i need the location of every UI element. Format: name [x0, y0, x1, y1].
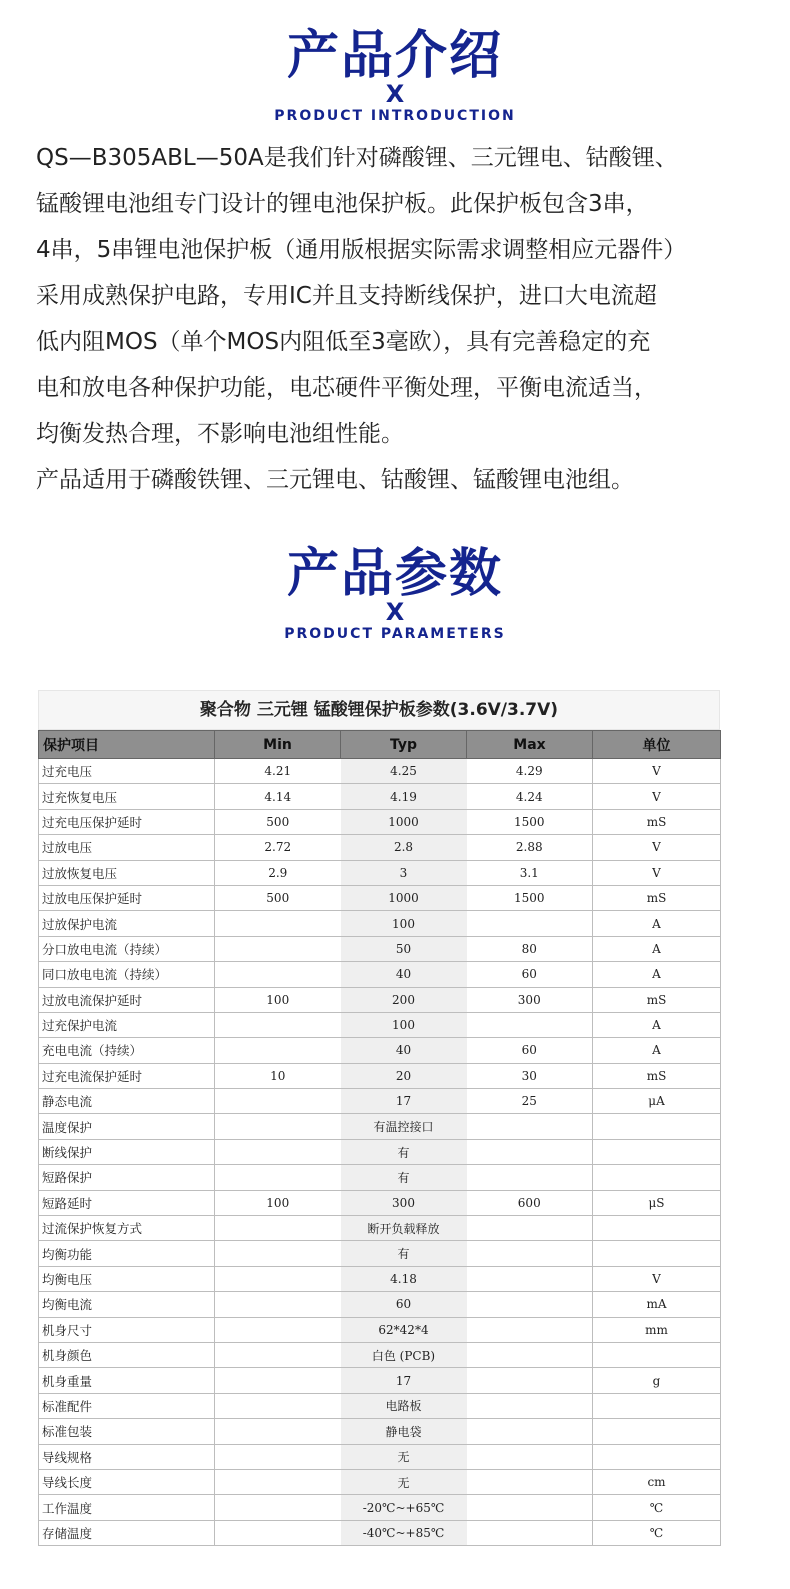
params-table-body [39, 759, 721, 1546]
cell-typ: 20 [341, 1063, 467, 1088]
cell-unit: A [593, 911, 721, 936]
cell-min [215, 1089, 341, 1114]
cell-min [215, 1165, 341, 1190]
cell-item: 充电电流（持续） [39, 1038, 215, 1063]
cell-item: 均衡电流 [39, 1292, 215, 1317]
cell-min: 500 [215, 885, 341, 910]
cell-item: 过放电压保护延时 [39, 885, 215, 910]
cell-typ: 有 [341, 1241, 467, 1266]
cell-max: 1500 [467, 809, 593, 834]
cell-min [215, 1292, 341, 1317]
cell-max [467, 1165, 593, 1190]
cell-min [215, 962, 341, 987]
cell-item: 分口放电电流（持续） [39, 936, 215, 961]
cell-max: 300 [467, 987, 593, 1012]
cell-typ: -20℃~+65℃ [341, 1495, 467, 1520]
cell-item: 均衡功能 [39, 1241, 215, 1266]
intro-header [0, 26, 790, 126]
cell-max: 3.1 [467, 860, 593, 885]
table-row [39, 885, 721, 910]
table-row [39, 1038, 721, 1063]
cell-min [215, 1419, 341, 1444]
table-row [39, 1190, 721, 1215]
cell-max: 2.88 [467, 835, 593, 860]
params-subtitle: PRODUCT PARAMETERS [284, 626, 506, 642]
cell-item: 存储温度 [39, 1520, 215, 1545]
cell-max: 1500 [467, 885, 593, 910]
cell-unit: mS [593, 987, 721, 1012]
cell-unit [593, 1139, 721, 1164]
cell-max [467, 1012, 593, 1037]
cell-item: 导线长度 [39, 1469, 215, 1494]
cell-min [215, 911, 341, 936]
header-unit: 单位 [593, 731, 721, 759]
cell-item: 过放电流保护延时 [39, 987, 215, 1012]
intro-line: 产品适用于磷酸铁锂、三元锂电、钴酸锂、锰酸锂电池组。 [36, 467, 634, 493]
cell-min: 10 [215, 1063, 341, 1088]
cell-unit [593, 1444, 721, 1469]
cell-max [467, 1520, 593, 1545]
cell-item: 机身尺寸 [39, 1317, 215, 1342]
cell-typ: 2.8 [341, 835, 467, 860]
cell-min: 4.21 [215, 759, 341, 784]
cell-max [467, 1114, 593, 1139]
cell-item: 过放保护电流 [39, 911, 215, 936]
cell-unit: V [593, 784, 721, 809]
cell-typ: 4.18 [341, 1266, 467, 1291]
cell-item: 均衡电压 [39, 1266, 215, 1291]
cell-max [467, 1393, 593, 1418]
cell-min [215, 1038, 341, 1063]
cell-unit: V [593, 860, 721, 885]
cell-unit: cm [593, 1469, 721, 1494]
cell-unit: V [593, 835, 721, 860]
intro-line: 采用成熟保护电路，专用IC并且支持断线保护，进口大电流超 [36, 283, 657, 309]
table-row [39, 1216, 721, 1241]
intro-line: 低内阻MOS（单个MOS内阻低至3毫欧），具有完善稳定的充 [36, 329, 651, 355]
table-row [39, 1520, 721, 1545]
cell-typ: 40 [341, 962, 467, 987]
cell-unit: mS [593, 1063, 721, 1088]
cell-max [467, 1292, 593, 1317]
table-row [39, 1368, 721, 1393]
intro-line: 均衡发热合理，不影响电池组性能。 [36, 421, 404, 447]
table-header-row [39, 731, 721, 759]
table-row [39, 1165, 721, 1190]
cell-item: 过放电压 [39, 835, 215, 860]
cell-unit: mA [593, 1292, 721, 1317]
table-row [39, 1317, 721, 1342]
table-row [39, 1495, 721, 1520]
cell-min [215, 1266, 341, 1291]
cell-typ: 静电袋 [341, 1419, 467, 1444]
header-max: Max [467, 731, 593, 759]
cell-unit: mm [593, 1317, 721, 1342]
cell-min [215, 1444, 341, 1469]
header-min: Min [215, 731, 341, 759]
table-row [39, 1393, 721, 1418]
cell-unit: A [593, 962, 721, 987]
cell-max [467, 1469, 593, 1494]
table-row [39, 987, 721, 1012]
table-row [39, 911, 721, 936]
cell-typ: 100 [341, 911, 467, 936]
cell-unit: A [593, 1038, 721, 1063]
cell-min: 100 [215, 1190, 341, 1215]
table-row [39, 936, 721, 961]
cell-min [215, 1368, 341, 1393]
cell-unit [593, 1342, 721, 1367]
cell-unit [593, 1419, 721, 1444]
cell-unit: mS [593, 809, 721, 834]
table-row [39, 784, 721, 809]
table-row [39, 809, 721, 834]
cell-item: 短路保护 [39, 1165, 215, 1190]
cell-unit: ℃ [593, 1520, 721, 1545]
cell-max: 60 [467, 1038, 593, 1063]
cell-item: 导线规格 [39, 1444, 215, 1469]
cell-item: 静态电流 [39, 1089, 215, 1114]
cell-min: 2.72 [215, 835, 341, 860]
cell-typ: 有 [341, 1165, 467, 1190]
table-row [39, 1469, 721, 1494]
intro-line: QS—B305ABL—50A是我们针对磷酸锂、三元锂电、钴酸锂、 [36, 145, 678, 171]
cell-max [467, 1266, 593, 1291]
cell-item: 温度保护 [39, 1114, 215, 1139]
cell-max [467, 1495, 593, 1520]
cell-unit [593, 1114, 721, 1139]
cell-max [467, 1368, 593, 1393]
cell-item: 机身颜色 [39, 1342, 215, 1367]
cell-typ: -40℃~+85℃ [341, 1520, 467, 1545]
table-row [39, 1444, 721, 1469]
cell-item: 机身重量 [39, 1368, 215, 1393]
table-row [39, 1012, 721, 1037]
cell-min [215, 936, 341, 961]
cell-max: 4.24 [467, 784, 593, 809]
table-row [39, 1139, 721, 1164]
cell-unit [593, 1165, 721, 1190]
cell-min [215, 1495, 341, 1520]
cell-typ: 4.25 [341, 759, 467, 784]
table-row [39, 835, 721, 860]
params-title: 产品参数 [286, 544, 503, 604]
cell-typ: 40 [341, 1038, 467, 1063]
cell-min [215, 1469, 341, 1494]
cell-min [215, 1241, 341, 1266]
intro-line: 电和放电各种保护功能，电芯硬件平衡处理，平衡电流适当， [36, 375, 657, 401]
intro-line: 4串，5串锂电池保护板（通用版根据实际需求调整相应元器件） [36, 237, 687, 263]
header-item: 保护项目 [39, 731, 215, 759]
cell-typ: 50 [341, 936, 467, 961]
cell-min [215, 1520, 341, 1545]
cell-unit: g [593, 1368, 721, 1393]
params-table-container [38, 690, 720, 1546]
cell-min [215, 1393, 341, 1418]
cell-min [215, 1139, 341, 1164]
cell-min: 500 [215, 809, 341, 834]
cell-item: 断线保护 [39, 1139, 215, 1164]
cell-max: 4.29 [467, 759, 593, 784]
cell-typ: 300 [341, 1190, 467, 1215]
params-table-title: 聚合物 三元锂 锰酸锂保护板参数(3.6V/3.7V) [38, 690, 720, 730]
cell-typ: 无 [341, 1469, 467, 1494]
cell-max: 80 [467, 936, 593, 961]
cell-max: 25 [467, 1089, 593, 1114]
table-row [39, 1089, 721, 1114]
cell-unit [593, 1216, 721, 1241]
table-row [39, 962, 721, 987]
table-row [39, 1241, 721, 1266]
cell-typ: 4.19 [341, 784, 467, 809]
table-row [39, 1419, 721, 1444]
cell-item: 过充电流保护延时 [39, 1063, 215, 1088]
header-typ: Typ [341, 731, 467, 759]
table-row [39, 1114, 721, 1139]
cell-unit: V [593, 1266, 721, 1291]
intro-subtitle: PRODUCT INTRODUCTION [274, 108, 516, 124]
cell-max [467, 1317, 593, 1342]
cell-item: 过充电压保护延时 [39, 809, 215, 834]
cell-max [467, 1216, 593, 1241]
table-row [39, 860, 721, 885]
cell-max [467, 1241, 593, 1266]
cell-typ: 有温控接口 [341, 1114, 467, 1139]
cell-typ: 60 [341, 1292, 467, 1317]
intro-x-mark: X [385, 80, 405, 108]
cell-typ: 无 [341, 1444, 467, 1469]
cell-item: 短路延时 [39, 1190, 215, 1215]
cell-max [467, 1139, 593, 1164]
cell-unit: mS [593, 885, 721, 910]
cell-typ: 200 [341, 987, 467, 1012]
cell-min [215, 1114, 341, 1139]
cell-typ: 1000 [341, 809, 467, 834]
params-header [0, 544, 790, 644]
cell-min [215, 1317, 341, 1342]
table-row [39, 1342, 721, 1367]
cell-typ: 断开负载释放 [341, 1216, 467, 1241]
cell-unit: ℃ [593, 1495, 721, 1520]
cell-min: 100 [215, 987, 341, 1012]
cell-max: 60 [467, 962, 593, 987]
cell-item: 同口放电电流（持续） [39, 962, 215, 987]
cell-typ: 1000 [341, 885, 467, 910]
cell-item: 过流保护恢复方式 [39, 1216, 215, 1241]
cell-typ: 电路板 [341, 1393, 467, 1418]
cell-unit: V [593, 759, 721, 784]
params-table [38, 730, 721, 1546]
cell-unit: μA [593, 1089, 721, 1114]
cell-typ: 17 [341, 1368, 467, 1393]
cell-item: 过充恢复电压 [39, 784, 215, 809]
cell-typ: 有 [341, 1139, 467, 1164]
cell-max: 30 [467, 1063, 593, 1088]
cell-max [467, 1342, 593, 1367]
params-x-mark: X [385, 598, 405, 626]
cell-typ: 100 [341, 1012, 467, 1037]
table-row [39, 1292, 721, 1317]
cell-min: 2.9 [215, 860, 341, 885]
cell-typ: 62*42*4 [341, 1317, 467, 1342]
cell-min [215, 1012, 341, 1037]
intro-line: 锰酸锂电池组专门设计的锂电池保护板。此保护板包含3串， [36, 191, 649, 217]
cell-item: 过放恢复电压 [39, 860, 215, 885]
cell-typ: 白色 (PCB) [341, 1342, 467, 1367]
cell-typ: 17 [341, 1089, 467, 1114]
cell-unit [593, 1241, 721, 1266]
cell-unit: A [593, 1012, 721, 1037]
cell-item: 工作温度 [39, 1495, 215, 1520]
cell-unit: μS [593, 1190, 721, 1215]
cell-item: 标准包装 [39, 1419, 215, 1444]
table-row [39, 759, 721, 784]
table-row [39, 1266, 721, 1291]
cell-item: 过充保护电流 [39, 1012, 215, 1037]
cell-unit [593, 1393, 721, 1418]
cell-max [467, 911, 593, 936]
cell-max: 600 [467, 1190, 593, 1215]
cell-max [467, 1444, 593, 1469]
cell-unit: A [593, 936, 721, 961]
cell-typ: 3 [341, 860, 467, 885]
cell-min [215, 1216, 341, 1241]
intro-text [36, 135, 766, 503]
table-row [39, 1063, 721, 1088]
cell-item: 过充电压 [39, 759, 215, 784]
cell-item: 标准配件 [39, 1393, 215, 1418]
cell-max [467, 1419, 593, 1444]
cell-min: 4.14 [215, 784, 341, 809]
cell-min [215, 1342, 341, 1367]
intro-title: 产品介绍 [286, 26, 503, 86]
